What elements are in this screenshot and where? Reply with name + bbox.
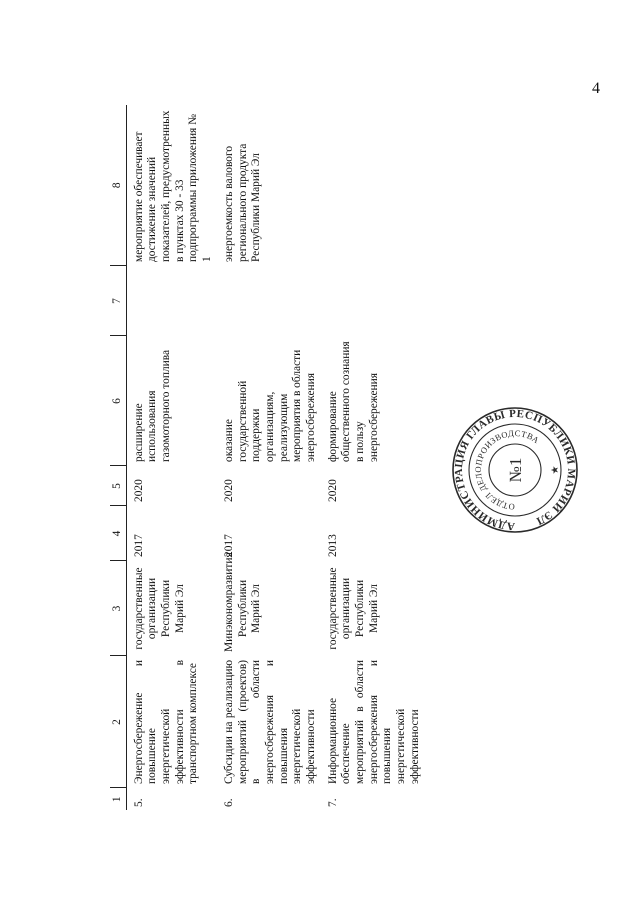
stamp-number: №1 bbox=[506, 457, 525, 483]
events-table bbox=[110, 105, 426, 810]
column-7 bbox=[323, 266, 427, 336]
header-cell: 2 bbox=[110, 656, 126, 788]
expected-result: формирование общественного сознания в пользу энергосбережения bbox=[326, 341, 380, 462]
column-7 bbox=[219, 266, 323, 336]
indicator bbox=[323, 105, 427, 266]
header-cell: 3 bbox=[110, 561, 126, 656]
star-icon: ★ bbox=[550, 465, 561, 475]
header-row bbox=[110, 105, 126, 810]
column-7 bbox=[126, 266, 219, 336]
end-year: 2020 bbox=[222, 479, 235, 502]
page-number: 4 bbox=[592, 80, 600, 97]
indicator: энергоемкость валового регионального продукта Республики Марий Эл bbox=[222, 143, 263, 262]
table-row bbox=[126, 105, 219, 810]
end-year: 2020 bbox=[326, 479, 339, 502]
expected-result: оказание государственной поддержки организациям, реализующим мероприятия в области энергосбережения bbox=[222, 349, 317, 462]
header-cell: 5 bbox=[110, 466, 126, 506]
stamp-outer-text: АДМИНИСТРАЦИЯ ГЛАВЫ РЕСПУБЛИКИ МАРИЙ ЭЛ bbox=[452, 407, 578, 533]
office-stamp bbox=[450, 405, 580, 535]
table-row bbox=[219, 105, 323, 810]
expected-result: расширение использования газомоторного топлива bbox=[132, 349, 173, 462]
start-year: 2013 bbox=[326, 534, 339, 557]
indicator: мероприятие обеспечивает достижение значений показателей, предусмотренных в пунктах 30 - 33 подпрограммы приложения № 1 bbox=[132, 110, 214, 262]
stamp-inner-text: ОТДЕЛ ДЕЛОПРОИЗВОДСТВА bbox=[472, 427, 542, 513]
header-cell: 4 bbox=[110, 506, 126, 561]
event-name: Информационное обеспечение мероприятий в области энергосбережения и повышения энергетической эффективности bbox=[326, 660, 421, 784]
row-number: 7. bbox=[326, 798, 339, 807]
table-row bbox=[323, 105, 427, 810]
executor: государственные организации Республики Марий Эл bbox=[326, 567, 380, 650]
start-year: 2017 bbox=[132, 534, 145, 557]
end-year: 2020 bbox=[132, 479, 145, 502]
event-name: Субсидии на реализацию мероприятий (проектов) в области энергосбережения и повышения энергетической эффективности bbox=[222, 660, 317, 784]
header-cell: 6 bbox=[110, 336, 126, 466]
executor: государственные организации Республики Марий Эл bbox=[132, 567, 186, 650]
row-number: 5. bbox=[132, 798, 145, 807]
executor: Минэкономразвития Республики Марий Эл bbox=[222, 552, 263, 652]
start-year: 2017 bbox=[222, 534, 235, 557]
rotated-table-container bbox=[110, 105, 485, 810]
row-number: 6. bbox=[222, 798, 235, 807]
header-cell: 1 bbox=[110, 788, 126, 810]
header-cell: 8 bbox=[110, 105, 126, 266]
header-cell: 7 bbox=[110, 266, 126, 336]
event-name: Энергосбережение и повышение энергетической эффективности в транспортном комплексе bbox=[132, 660, 200, 784]
